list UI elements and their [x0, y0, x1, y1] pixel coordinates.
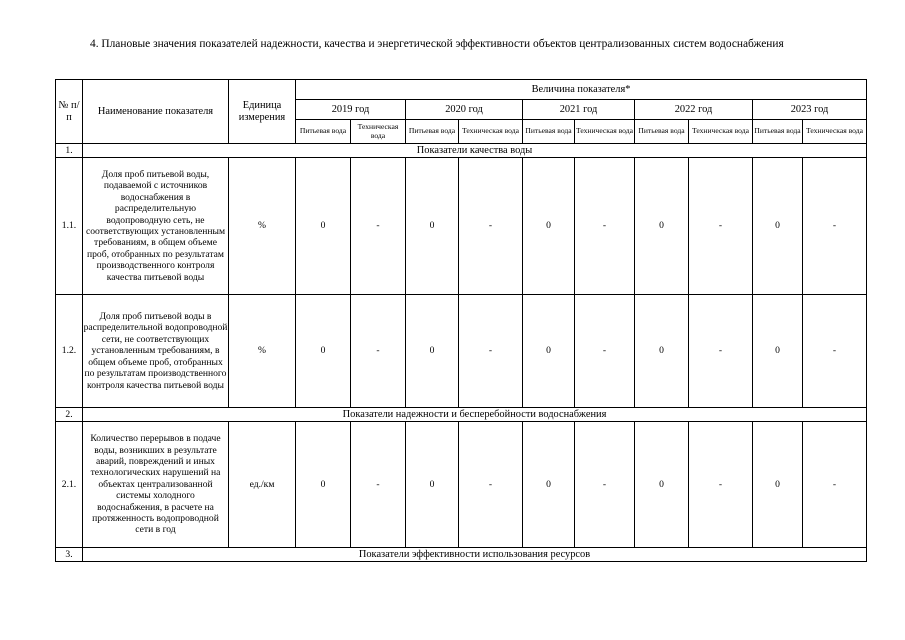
row-name: Доля проб питьевой воды, подаваемой с источников водоснабжения в распределительную водопроводную сеть, не соответствующих установленным требованиям, в общем объеме проб, отобранных по результатам производственного контроля качества питьевой воды	[83, 158, 229, 295]
row-value: 0	[635, 295, 689, 408]
header-year: 2023 год	[753, 100, 867, 120]
header-technical: Техническая вода	[459, 120, 523, 144]
section-num: 3.	[56, 548, 83, 562]
row-value: -	[459, 295, 523, 408]
row-value: -	[575, 158, 635, 295]
table-row	[56, 422, 867, 548]
header-year: 2022 год	[635, 100, 753, 120]
row-value: 0	[296, 422, 351, 548]
row-value: 0	[523, 422, 575, 548]
row-value: 0	[753, 295, 803, 408]
section-row	[56, 408, 867, 422]
row-name: Количество перерывов в подаче воды, возникших в результате аварий, повреждений и иных технологических нарушений на объектах централизованной системы холодного водоснабжения, в расчете на протяженность водопроводной сети в год	[83, 422, 229, 548]
header-technical: Техническая вода	[575, 120, 635, 144]
row-value: 0	[296, 295, 351, 408]
table-row	[56, 295, 867, 408]
section-num: 2.	[56, 408, 83, 422]
header-year: 2021 год	[523, 100, 635, 120]
row-value: 0	[635, 158, 689, 295]
header-unit: Единица измерения	[229, 80, 296, 144]
row-value: -	[803, 158, 867, 295]
row-value: 0	[523, 158, 575, 295]
header-drinking: Питьевая вода	[296, 120, 351, 144]
table-row	[56, 158, 867, 295]
row-unit: %	[229, 295, 296, 408]
section-title: Показатели эффективности использования ресурсов	[83, 548, 867, 562]
header-num: № п/п	[56, 80, 83, 144]
section-title: Показатели надежности и бесперебойности водоснабжения	[83, 408, 867, 422]
row-value: 0	[635, 422, 689, 548]
indicators-table	[55, 79, 867, 562]
row-value: 0	[406, 158, 459, 295]
row-unit: %	[229, 158, 296, 295]
section-row	[56, 144, 867, 158]
row-value: -	[459, 422, 523, 548]
header-drinking: Питьевая вода	[753, 120, 803, 144]
row-value: -	[803, 295, 867, 408]
row-value: -	[689, 295, 753, 408]
row-unit: ед./км	[229, 422, 296, 548]
row-value: -	[459, 158, 523, 295]
row-value: -	[575, 422, 635, 548]
row-value: -	[351, 295, 406, 408]
row-value: -	[689, 158, 753, 295]
row-value: -	[689, 422, 753, 548]
header-year: 2019 год	[296, 100, 406, 120]
header-name: Наименование показателя	[83, 80, 229, 144]
row-value: 0	[523, 295, 575, 408]
row-name: Доля проб питьевой воды в распределительной водопроводной сети, не соответствующих установленным требованиям, в общем объеме проб, отобранных по результатам производственного контроля качества питьевой воды	[83, 295, 229, 408]
row-value: -	[351, 422, 406, 548]
header-technical: Техническая вода	[803, 120, 867, 144]
header-drinking: Питьевая вода	[406, 120, 459, 144]
row-value: 0	[753, 422, 803, 548]
header-value: Величина показателя*	[296, 80, 867, 100]
row-num: 1.2.	[56, 295, 83, 408]
header-technical: Техническая вода	[351, 120, 406, 144]
row-value: -	[575, 295, 635, 408]
section-num: 1.	[56, 144, 83, 158]
table-body	[56, 144, 867, 562]
header-drinking: Питьевая вода	[635, 120, 689, 144]
document-heading	[56, 38, 866, 51]
header-technical: Техническая вода	[689, 120, 753, 144]
row-value: -	[803, 422, 867, 548]
row-value: 0	[296, 158, 351, 295]
header-drinking: Питьевая вода	[523, 120, 575, 144]
row-value: -	[351, 158, 406, 295]
row-num: 2.1.	[56, 422, 83, 548]
row-num: 1.1.	[56, 158, 83, 295]
row-value: 0	[753, 158, 803, 295]
heading-text: 4. Плановые значения показателей надежности, качества и энергетической эффективности объектов централизованных систем водоснабжения	[90, 38, 784, 50]
row-value: 0	[406, 422, 459, 548]
section-row	[56, 548, 867, 562]
header-year: 2020 год	[406, 100, 523, 120]
row-value: 0	[406, 295, 459, 408]
table-header	[56, 80, 867, 144]
section-title: Показатели качества воды	[83, 144, 867, 158]
